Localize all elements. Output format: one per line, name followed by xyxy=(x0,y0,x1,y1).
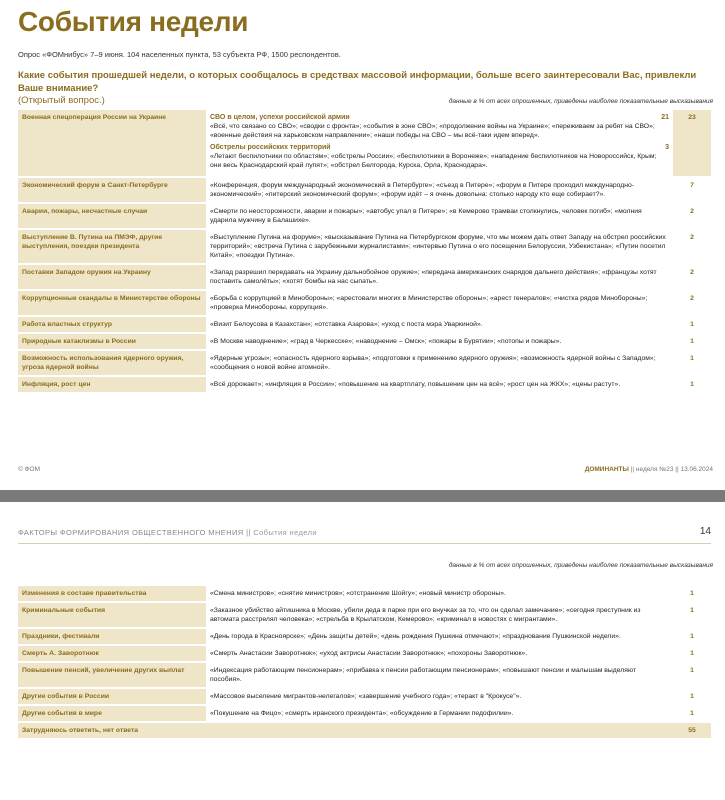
row-category: Работа властных структур xyxy=(18,316,206,333)
row-value: 1 xyxy=(673,316,711,333)
row-description: «Массовое выселение мигрантов-нелегалов»; «завершение учебного года»; «теракт в "Крокусе"». xyxy=(206,688,673,705)
row-value: 1 xyxy=(673,628,711,645)
row-description: «Покушение на Фицо»; «смерть иранского президента»; «обсуждение в Германии педофилии». xyxy=(206,705,673,722)
row-category: Выступление В. Путина на ПМЭФ, другие выступления, поездки президента xyxy=(18,229,206,264)
total-row xyxy=(18,722,711,739)
row-value: 1 xyxy=(673,602,711,628)
sub-block xyxy=(210,143,669,170)
sub-value: 21 xyxy=(661,114,669,121)
question-note: (Открытый вопрос.) xyxy=(18,95,105,106)
row-description: «Конференция, форум международный экономический в Петербурге»; «съезд в Питере»; «форум в Питере проходил международно-экономический»; «питерский экономический форум»; «форум идёт – я очень довольна: столько народу кто еще собирает?». xyxy=(206,177,673,203)
page-divider xyxy=(0,490,725,502)
row-description: «Индексация работающим пенсионерам»; «прибавка к пенсии работающим пенсионерам»; «повышают пенсии и малышам выделяют пособия». xyxy=(206,662,673,688)
row-category: Аварии, пожары, несчастные случаи xyxy=(18,203,206,229)
row-description xyxy=(206,110,673,177)
header-separator: || xyxy=(246,528,251,537)
row-value: 1 xyxy=(673,688,711,705)
header-subsection: События недели xyxy=(253,528,317,537)
row-category: Коррупционные скандалы в Министерстве обороны xyxy=(18,290,206,316)
running-header xyxy=(18,528,317,537)
row-description: «Смерть Анастасии Заворотнюк»; «уход актрисы Анастасии Заворотнюк»; «похороны Заворотнюк». xyxy=(206,645,673,662)
total-value: 55 xyxy=(673,722,711,739)
header-rule xyxy=(18,543,711,544)
footer-info xyxy=(585,466,713,473)
row-category: Праздники, фестивали xyxy=(18,628,206,645)
table-row xyxy=(18,376,711,393)
row-category: Изменения в составе правительства xyxy=(18,586,206,602)
row-description: «Заказное убийство айтишника в Москве, убили деда в парке при его внучках за то, что он сделал замечание»; «сегодня преступник из автомата расстрелял человека»; «стрельба в Крылатском, Кемерово»; «криминал в новостях с мигрантами». xyxy=(206,602,673,628)
table-row xyxy=(18,586,711,602)
row-value: 2 xyxy=(673,290,711,316)
table-row xyxy=(18,229,711,264)
page-title: События недели xyxy=(18,6,249,37)
row-category: Криминальные события xyxy=(18,602,206,628)
row-value: 1 xyxy=(673,705,711,722)
survey-subtitle: Опрос «ФОМнибус» 7–9 июня. 104 населенных пункта, 53 субъекта РФ, 1500 респондентов. xyxy=(18,50,341,59)
row-description: «День города в Красноярске»; «День защиты детей»; «день рождения Пушкина отмечают»; «празднование Пушкинской недели». xyxy=(206,628,673,645)
row-category: Инфляция, рост цен xyxy=(18,376,206,393)
page-2 xyxy=(0,502,725,800)
row-value: 7 xyxy=(673,177,711,203)
row-value: 1 xyxy=(673,662,711,688)
row-description: «В Москве наводнение»; «град в Черкесске»; «наводнение – Омск»; «пожары в Бурятии»; «потопы и пожары». xyxy=(206,333,673,350)
row-description: «Запад разрешил передавать на Украину дальнобойное оружие»; «передача американских снарядов дальнего действия»; «французы хотят поставить самолёты»; «хотят бомбы на нас сыпать». xyxy=(206,264,673,290)
data-note: данные в % от всех опрошенных, приведены наиболее показательные высказывания xyxy=(448,98,713,105)
sub-head xyxy=(210,113,669,122)
row-value: 1 xyxy=(673,586,711,602)
row-description: «Всё дорожает»; «инфляция в России»; «повышение на квартплату, повышение цен на всё»; «рост цен на ЖКХ»; «цены растут». xyxy=(206,376,673,393)
row-description: «Выступление Путина на форуме»; «высказывание Путина на Петербургском форуме, что мы можем дать ответ Западу на обстрел российских территорий»; «встреча Путина с зарубежными журналистами»; «интервью Путина о его посещении Белоруссии, Узбекистана»; «Путин посетил Китай»; «поездки Путина». xyxy=(206,229,673,264)
row-value: 1 xyxy=(673,350,711,376)
footer-issue: || неделя №23 || 13.06.2024 xyxy=(630,466,713,473)
row-value: 2 xyxy=(673,203,711,229)
table-row xyxy=(18,290,711,316)
table-row xyxy=(18,203,711,229)
table-row xyxy=(18,333,711,350)
row-description: «Борьба с коррупцией в Минобороны»; «арестовали многих в Министерстве обороны»; «арест генералов»; «чистка рядов Минобороны»; «проверка Минобороны, коррупция». xyxy=(206,290,673,316)
table-row xyxy=(18,316,711,333)
row-category: Возможность использования ядерного оружия, угроза ядерной войны xyxy=(18,350,206,376)
events-table xyxy=(18,110,711,394)
row-value: 23 xyxy=(673,110,711,177)
table-row xyxy=(18,705,711,722)
sub-head xyxy=(210,143,669,152)
row-value: 2 xyxy=(673,229,711,264)
table-row xyxy=(18,602,711,628)
row-value: 1 xyxy=(673,376,711,393)
footer-brand: ДОМИНАНТЫ xyxy=(584,466,629,473)
table-row xyxy=(18,350,711,376)
table-row xyxy=(18,110,711,177)
row-description: «Визит Белоусова в Казахстан»; «отставка Азарова»; «уход с поста мэра Уваркиной». xyxy=(206,316,673,333)
page-number: 14 xyxy=(699,526,711,537)
row-category: Военная спецоперация России на Украине xyxy=(18,110,206,177)
row-description: «Ядерные угрозы»; «опасность ядерного взрыва»; «подготовки к применению ядерного оружия»; «возможность ядерной войны с Западом»; «сообщения о новой войне атомной». xyxy=(206,350,673,376)
total-label: Затрудняюсь ответить, нет ответа xyxy=(18,722,673,739)
row-category: Повышение пенсий, увеличение других выплат xyxy=(18,662,206,688)
events-table xyxy=(18,586,711,740)
row-category: Природные катаклизмы в России xyxy=(18,333,206,350)
sub-text: «Всё, что связано со СВО»; «сводки с фронта»; «события в зоне СВО»; «продолжение войны на Украине»; «переживаем за ребят на СВО»; «военные действия на харьковском направлении»; «наши победы на СВО – мы всё-таки идем вперед». xyxy=(210,123,655,139)
row-category: Другие события в России xyxy=(18,688,206,705)
row-category: Поставки Западом оружия на Украину xyxy=(18,264,206,290)
row-value: 1 xyxy=(673,333,711,350)
row-category: Другие события в мире xyxy=(18,705,206,722)
table-row xyxy=(18,177,711,203)
row-category: Смерть А. Заворотнюк xyxy=(18,645,206,662)
table-row xyxy=(18,688,711,705)
copyright: © ФОМ xyxy=(18,466,41,473)
row-value: 1 xyxy=(673,645,711,662)
row-description: «Смена министров»; «снятие министров»; «отстранение Шойгу»; «новый министр обороны». xyxy=(206,586,673,602)
question-text: Какие события прошедшей недели, о которых сообщалось в средствах массовой информации, больше всего заинтересовали Вас, привлекли Ваше внимание? xyxy=(18,70,697,94)
table-row xyxy=(18,264,711,290)
table-row xyxy=(18,645,711,662)
row-category: Экономический форум в Санкт-Петербурге xyxy=(18,177,206,203)
header-section: ФАКТОРЫ ФОРМИРОВАНИЯ ОБЩЕСТВЕННОГО МНЕНИЯ xyxy=(18,528,244,537)
table-row xyxy=(18,662,711,688)
row-value: 2 xyxy=(673,264,711,290)
row-description: «Смерти по неосторожности, аварии и пожары»; «автобус упал в Питере»; «в Кемерово трамваи столкнулись, человек погиб»; «молния ударила мужчину в Балашихе». xyxy=(206,203,673,229)
sub-block xyxy=(210,113,669,140)
data-note: данные в % от всех опрошенных, приведены наиболее показательные высказывания xyxy=(448,562,713,569)
sub-text: «Летают беспилотники по областям»; «обстрелы России»; «беспилотники в Воронеже»; «нападение беспилотников на Новороссийск, Крым; они весь Краснодарский край лупят»; «обстрел Белгорода, Курска, Орла, Краснодара». xyxy=(210,153,657,169)
sub-label: Обстрелы российских территорий xyxy=(210,144,331,151)
sub-label: СВО в целом, успехи российской армии xyxy=(210,114,350,121)
table-row xyxy=(18,628,711,645)
sub-value: 3 xyxy=(665,144,669,151)
